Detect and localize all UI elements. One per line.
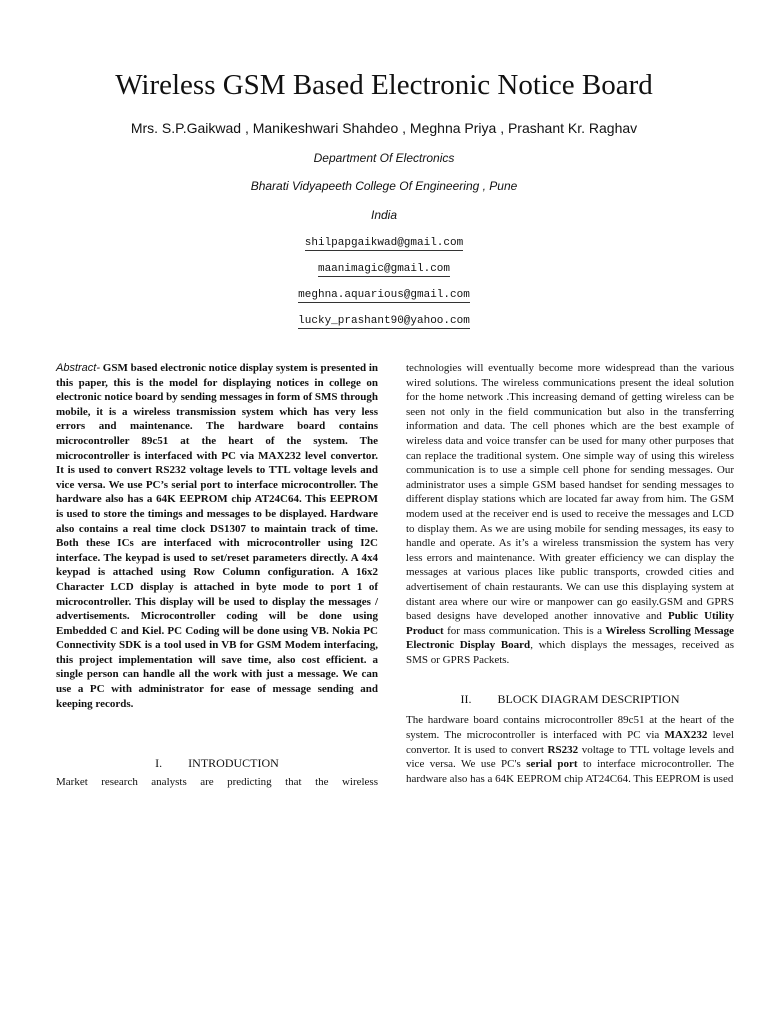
country: India xyxy=(370,208,398,222)
bold-term: MAX232 xyxy=(664,729,708,742)
section-title: INTRODUCTION xyxy=(188,756,279,771)
right-column xyxy=(406,361,734,786)
author-list: Mrs. S.P.Gaikwad , Manikeshwari Shahdeo , Meghna Priya , Prashant Kr. Raghav xyxy=(130,120,638,136)
section-heading-introduction xyxy=(56,755,378,771)
intro-paragraph-start: Market research analysts are predicting that the wireless xyxy=(56,776,378,789)
bold-term: Public Utility Product xyxy=(406,610,735,637)
left-column xyxy=(56,361,378,790)
bold-term: RS232 xyxy=(547,743,579,756)
department: Department Of Electronics xyxy=(313,151,455,165)
email-link-4[interactable]: lucky_prashant90@yahoo.com xyxy=(298,315,470,327)
section-number: II. xyxy=(460,692,472,707)
abstract xyxy=(56,361,378,711)
email-link-1[interactable]: shilpapgaikwad@gmail.com xyxy=(304,237,464,249)
section-number: I. xyxy=(155,756,163,771)
bold-term: serial port xyxy=(526,758,578,771)
block-diagram-paragraph: The hardware board contains microcontroller 89c51 at the heart of the system. The microcontroller is interfaced with PC via MAX232 level convertor. It is used to convert RS232 voltage to TTL voltage levels and vice versa. We use PC's serial port to interface microcontroller. The hardware also has a 64K EEPROM chip AT24C64. This EEPROM is used xyxy=(406,714,734,785)
email-link-3[interactable]: meghna.aquarious@gmail.com xyxy=(298,289,470,301)
email-link-2[interactable]: maanimagic@gmail.com xyxy=(317,263,451,275)
abstract-label: Abstract- xyxy=(56,362,101,374)
abstract-text: GSM based electronic notice display system is presented in this paper, this is the model for displaying notices in college on electronic notice board by sending messages in form of SMS through mobile, it is a wireless transmission system which has very less errors and maintenance. The hardware board contains microcontroller 89c51 at the heart of the system. The microcontroller is interfaced with PC via MAX232 level convertor. It is used to convert RS232 voltage levels to TTL voltage levels and vice versa. We use PC’s serial port to interface microcontroller. The hardware also has a 64K EEPROM chip AT24C64. This EEPROM is used to store the timings and messages to be displayed. Hardware also contains a real time clock DS1307 to maintain track of time. Both these ICs are interfaced with microcontroller using I2C interface. The keypad is used to set/reset parameters directly. A 4x4 keypad is attached using Row Column configuration. A 16x2 Character LCD display is attached in byte mode to port 1 of microcontroller. This display will be used to display the messages / advertisements. Microcontroller coding will be done using Embedded C and Kiel. PC Coding will be done using VB. Nokia PC Connectivity SDK is a tool used in VB for GSM Modem interfacing, this project implementation will save time, also cost efficient. a single person can handle all the work with just a message. We can use a PC with administrator for ease of message sending and keeping records. xyxy=(56,362,379,710)
section-heading-block-diagram xyxy=(406,691,734,707)
bold-term: Wireless Scrolling Message Electronic Display Board xyxy=(406,624,734,652)
intro-paragraph-continued: technologies will eventually become more widespread than the various wired solutions. The wireless communications present the ideal solution for the home network .This increasing demand of getting wireless can be seen not only in the field communication but also in the transferring information and data. The cell phones which are the best example of wireless data and voice transfer can be used for many other purposes that can replace the traditional system. One simple way of using this wireless communication is to use a simple cell phone for sending messages. Our administrator uses a simple GSM based handset for sending messages to different display stations which are located far away from him. The GSM modem used at the receiver end is used to receive the messages and LCD to display them. As we are using mobile for sending messages, its easy to handle and operate. As it’s a wireless transmission the system has very less errors and maintenance. With greater efficiency we can display the messages at various places like public transports, crowded cities and advertisement of chain restaurants. We can use this displaying system at distant area where our wire or manpower can go easily.GSM and GPRS based designs have developed another innovative and Public Utility Product for mass communication. This is a Wireless Scrolling Message Electronic Display Board, which displays the messages, received as SMS or GPRS Packets. xyxy=(406,362,735,666)
paper-title: Wireless GSM Based Electronic Notice Board xyxy=(115,69,653,101)
college: Bharati Vidyapeeth College Of Engineering , Pune xyxy=(250,179,518,193)
section-title: BLOCK DIAGRAM DESCRIPTION xyxy=(497,692,680,707)
